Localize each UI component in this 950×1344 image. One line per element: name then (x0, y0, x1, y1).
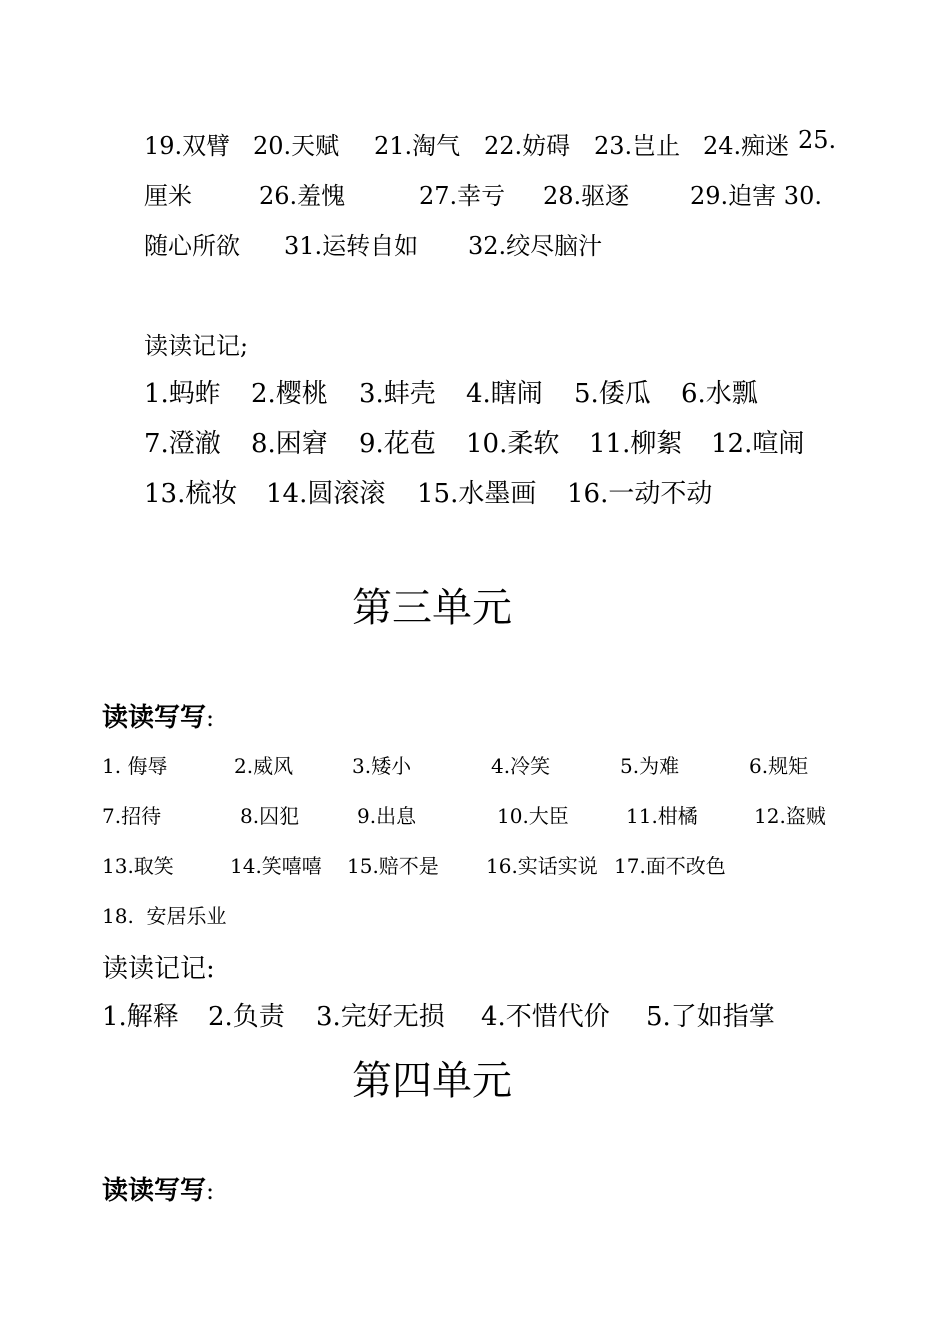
word-item: 13.梳妆 (144, 479, 238, 509)
word-item: 5.倭瓜 (574, 379, 651, 409)
word-item: 1. 侮辱 (102, 754, 168, 778)
word-item: 2.负责 (208, 1002, 285, 1032)
word-item: 7.招待 (102, 804, 162, 828)
word-line-2 (0, 176, 950, 208)
word-item: 18. 安居乐业 (102, 904, 227, 928)
unit4-write-heading (102, 1170, 214, 1207)
word-item: 24.痴迷 (703, 132, 790, 160)
word-item: 12.盗贼 (754, 804, 826, 828)
word-item: 12.喧闹 (711, 429, 805, 459)
word-item: 7.澄澈 (144, 429, 221, 459)
unit3-title: 第三单元 (352, 585, 512, 631)
word-item: 16.实话实说 (486, 854, 598, 878)
word-item: 20.天赋 (253, 132, 340, 160)
remember-line-1 (0, 373, 950, 407)
word-item: 10.大臣 (497, 804, 569, 828)
word-item: 8.困窘 (251, 429, 328, 459)
write-heading-colon: : (206, 704, 215, 732)
word-item: 13.取笑 (102, 854, 174, 878)
word-item: 3.矮小 (352, 754, 412, 778)
word-item: 28.驱逐 (543, 182, 630, 210)
word-item: 厘米 (144, 182, 192, 210)
unit3-write-line-3 (0, 850, 950, 878)
word-item: 19.双臂 (144, 132, 231, 160)
remember-line-2 (0, 423, 950, 457)
word-item: 15.赔不是 (347, 854, 439, 878)
word-item: 11.柑橘 (626, 804, 698, 828)
word-item: 2.樱桃 (251, 379, 328, 409)
word-item: 16.一动不动 (567, 479, 713, 509)
word-item: 22.妨碍 (484, 132, 571, 160)
word-item: 15.水墨画 (417, 479, 537, 509)
write-heading-text: 读读写写 (102, 1176, 207, 1206)
unit3-remember-heading: 读读记记: (102, 954, 215, 984)
word-line-1 (0, 126, 950, 158)
word-item: 29.迫害 30. (690, 182, 822, 210)
word-item: 27.幸亏 (419, 182, 506, 210)
word-item: 3.蚌壳 (359, 379, 436, 409)
word-item: 11.柳絮 (589, 429, 683, 459)
word-item: 32.绞尽脑汁 (468, 232, 603, 260)
word-item: 14.笑嘻嘻 (230, 854, 322, 878)
word-item: 4.不惜代价 (481, 1002, 610, 1032)
word-item: 26.羞愧 (259, 182, 346, 210)
word-item: 5.了如指掌 (646, 1002, 775, 1032)
word-item: 1.蚂蚱 (144, 379, 221, 409)
word-item: 4.瞎闹 (466, 379, 543, 409)
remember-heading: 读读记记; (144, 332, 249, 360)
word-item: 9.出息 (357, 804, 417, 828)
word-item: 8.囚犯 (240, 804, 300, 828)
unit3-write-line-1 (0, 750, 950, 778)
write-heading-text: 读读写写 (102, 703, 207, 733)
word-item: 25. (798, 126, 837, 154)
word-item: 6.规矩 (749, 754, 809, 778)
word-item: 23.岂止 (594, 132, 681, 160)
word-item: 1.解释 (102, 1002, 179, 1032)
write-heading-colon: : (206, 1177, 215, 1205)
word-line-3 (0, 226, 950, 258)
word-item: 17.面不改色 (614, 854, 726, 878)
word-item: 10.柔软 (466, 429, 560, 459)
word-item: 31.运转自如 (284, 232, 419, 260)
word-item: 3.完好无损 (316, 1002, 445, 1032)
word-item: 4.冷笑 (491, 754, 551, 778)
word-item: 14.圆滚滚 (266, 479, 386, 509)
unit3-write-line-4 (0, 900, 950, 928)
word-item: 5.为难 (620, 754, 680, 778)
word-item: 6.水瓢 (681, 379, 758, 409)
word-item: 21.淘气 (374, 132, 461, 160)
word-item: 2.威风 (234, 754, 294, 778)
word-item: 9.花苞 (359, 429, 436, 459)
unit3-remember-line (0, 996, 950, 1030)
unit3-write-heading (102, 697, 214, 734)
unit3-write-line-2 (0, 800, 950, 828)
unit4-title: 第四单元 (352, 1058, 512, 1104)
remember-line-3 (0, 473, 950, 507)
word-item: 随心所欲 (144, 232, 240, 260)
